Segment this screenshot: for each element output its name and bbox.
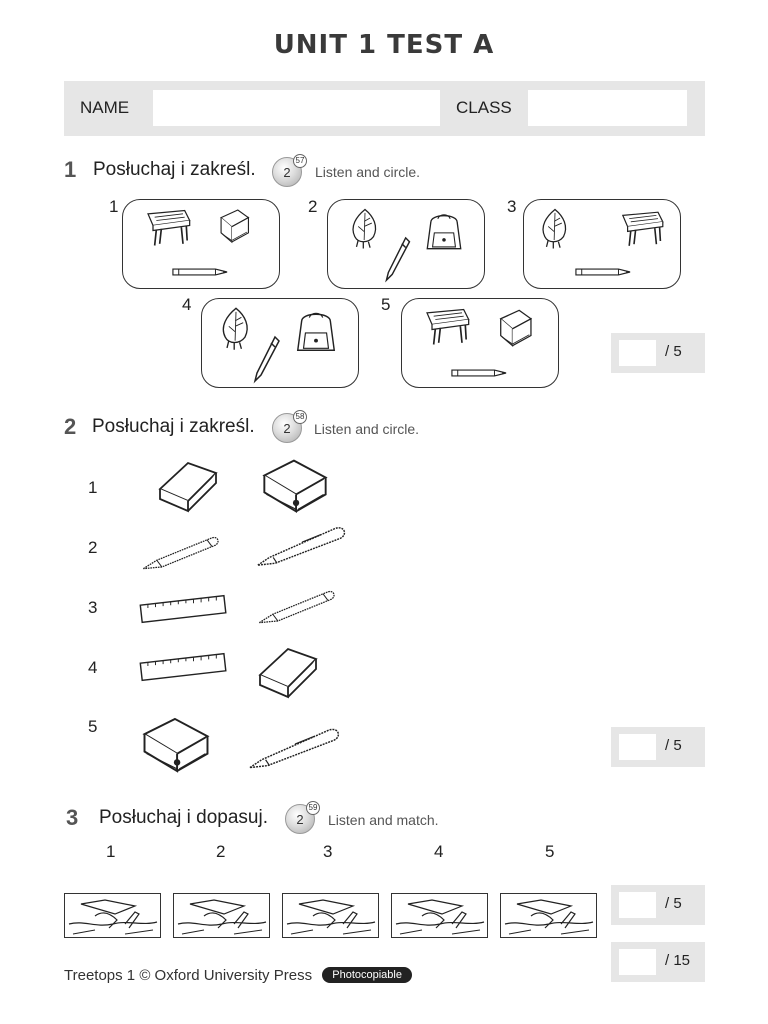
school-bag-icon[interactable]: [292, 307, 340, 357]
ex3-item-number: 3: [323, 842, 333, 861]
ex3-picture-frame[interactable]: [282, 893, 379, 938]
ex1-picture-box: [523, 199, 681, 289]
ex3-item-number: 1: [106, 842, 116, 861]
ex3-score-box: [611, 885, 705, 925]
photocopiable-badge: Photocopiable: [322, 967, 412, 983]
ruler-icon[interactable]: [136, 648, 232, 686]
ex2-instruction-en: Listen and circle.: [314, 421, 420, 437]
ex2-score-box: [611, 727, 705, 767]
cd-number: 2: [283, 164, 291, 180]
desk-icon[interactable]: [143, 206, 193, 250]
hands-scene-icon: [65, 894, 160, 937]
track-number: 57: [293, 154, 307, 168]
desk-icon[interactable]: [422, 305, 472, 349]
cd-icon: [272, 412, 305, 443]
total-score: / 15: [665, 952, 691, 969]
ex1-item-number: 1: [109, 197, 119, 216]
eraser-icon[interactable]: [154, 454, 224, 516]
ex3-item-number: 2: [216, 842, 226, 861]
class-label: CLASS: [456, 98, 512, 117]
ex3-picture-frame[interactable]: [173, 893, 270, 938]
ex1-instruction-en: Listen and circle.: [315, 164, 421, 180]
ex1-picture-box: [122, 199, 280, 289]
ex3-picture-frame[interactable]: [500, 893, 597, 938]
score-total: / 5: [665, 737, 682, 754]
ex3-number: 3: [66, 805, 79, 830]
footer: [64, 967, 412, 984]
ex2-item-number: 2: [88, 538, 98, 557]
name-class-bar: [64, 81, 705, 136]
total-score-box: [611, 942, 705, 982]
book-icon[interactable]: [494, 305, 536, 351]
crayon-icon[interactable]: [134, 530, 230, 572]
footer-text: Treetops 1 © Oxford University Press: [64, 967, 313, 984]
pencil-icon[interactable]: [171, 266, 229, 278]
score-total: / 5: [665, 895, 682, 912]
book-icon[interactable]: [258, 454, 332, 518]
cd-icon: [285, 803, 318, 834]
ex2-item-number: 1: [88, 478, 98, 497]
ex3-item-number: 4: [434, 842, 444, 861]
ex1-number: 1: [64, 157, 77, 182]
leaf-icon[interactable]: [348, 206, 382, 252]
name-field[interactable]: [153, 90, 440, 126]
pen-icon[interactable]: [382, 236, 412, 284]
class-field[interactable]: [528, 90, 687, 126]
cd-icon: [272, 156, 305, 187]
ex1-item-number: 2: [308, 197, 318, 216]
ex1-instruction-pl: Posłuchaj i zakreśl.: [93, 159, 256, 180]
pencil-icon[interactable]: [450, 367, 508, 379]
ex3-item-number: 5: [545, 842, 555, 861]
cd-number: 2: [296, 811, 304, 827]
track-number: 58: [293, 410, 307, 424]
score-field[interactable]: [619, 734, 656, 760]
book-icon[interactable]: [138, 712, 214, 778]
school-bag-icon[interactable]: [422, 208, 466, 256]
ex3-instruction-pl: Posłuchaj i dopasuj.: [99, 807, 268, 828]
ex3-picture-frame[interactable]: [64, 893, 161, 938]
ex2-item-number: 4: [88, 658, 98, 677]
ex1-item-number: 4: [182, 295, 192, 314]
crayon-icon[interactable]: [250, 584, 346, 626]
score-field[interactable]: [619, 949, 656, 975]
book-icon[interactable]: [215, 206, 253, 246]
hands-scene-icon: [392, 894, 487, 937]
cd-number: 2: [283, 420, 291, 436]
leaf-icon[interactable]: [538, 206, 572, 252]
ex1-item-number: 5: [381, 295, 391, 314]
score-field[interactable]: [619, 892, 656, 918]
hands-scene-icon: [283, 894, 378, 937]
page-title: UNIT 1 TEST A: [273, 30, 495, 60]
leaf-icon[interactable]: [218, 305, 254, 353]
score-field[interactable]: [619, 340, 656, 366]
ex2-item-number: 3: [88, 598, 98, 617]
score-total: / 5: [665, 343, 682, 360]
pen-icon[interactable]: [250, 335, 282, 385]
ex1-picture-box: [327, 199, 485, 289]
ex1-item-number: 3: [507, 197, 517, 216]
ex1-picture-box: [401, 298, 559, 388]
ex1-score-box: [611, 333, 705, 373]
ex3-instruction-en: Listen and match.: [328, 812, 439, 828]
pen-icon[interactable]: [246, 722, 344, 772]
track-number: 59: [306, 801, 320, 815]
desk-icon[interactable]: [618, 208, 666, 250]
ex2-instruction-pl: Posłuchaj i zakreśl.: [92, 416, 255, 437]
ruler-icon[interactable]: [136, 590, 232, 628]
ex3-picture-frame[interactable]: [391, 893, 488, 938]
ex2-number: 2: [64, 414, 77, 439]
ex2-item-number: 5: [88, 717, 98, 736]
pencil-icon[interactable]: [574, 266, 632, 278]
ex1-picture-box: [201, 298, 359, 388]
pen-icon[interactable]: [254, 520, 350, 570]
name-label: NAME: [80, 98, 130, 117]
hands-scene-icon: [501, 894, 596, 937]
eraser-icon[interactable]: [254, 640, 324, 702]
hands-scene-icon: [174, 894, 269, 937]
